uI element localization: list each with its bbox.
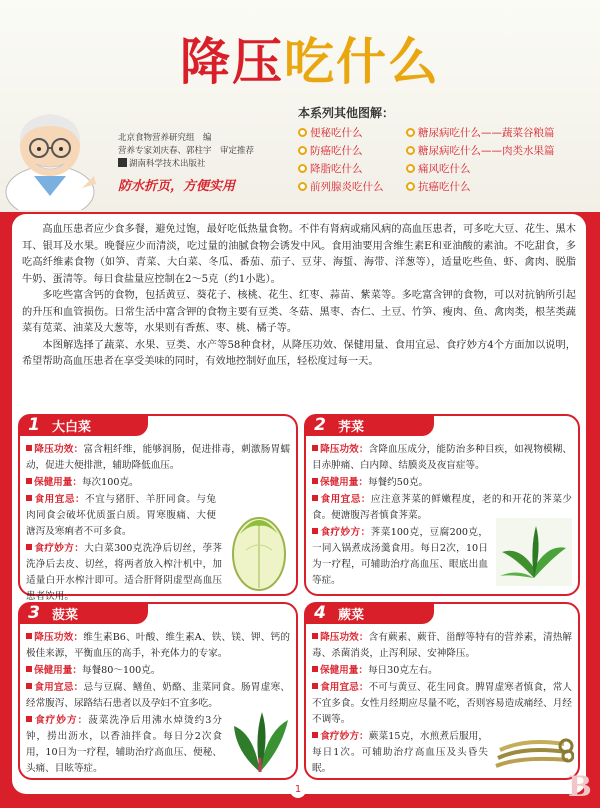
- intro-paragraph: 多吃些富含钙的食物，包括黄豆、葵花子、核桃、花生、红枣、蒜苗、紫菜等。多吃富含钾的食物，可以对抗钠所引起的升压和血管损伤。日常生活中富含钾的食物主要有豆类、冬菇、黑枣、杏仁、土豆、竹笋、瘦肉、鱼、禽肉类，根茎类蔬菜有苋菜、油菜及大葱等，水果则有香蕉、枣、桃、橘子等。: [22, 290, 576, 334]
- book-title: 降压吃什么: [180, 33, 440, 91]
- slogan: 防水折页，方便实用: [118, 179, 236, 194]
- series-item: 防癌吃什么: [298, 143, 406, 158]
- series-item: 痛风吃什么: [406, 161, 596, 176]
- card-section: 降压功效：含有蕨素、蕨苷、甾醇等特有的营养素，清热解毒、杀菌消炎，止泻利尿、安神降压。: [312, 632, 573, 659]
- series-item: 糖尿病吃什么——肉类水果篇: [406, 143, 596, 158]
- card-header: 1 大白菜: [18, 414, 148, 436]
- reviewer-credit: 营养专家刘庆春、郭柱宇 审定推荐: [118, 146, 255, 156]
- content-panel: [12, 214, 586, 794]
- series-item: 糖尿病吃什么——蔬菜谷粮篇: [406, 125, 596, 140]
- intro-paragraph: 本图解选择了蔬菜、水果、豆类、水产等58种食材，从降压功效、保健用量、食用宜忌、食疗妙方4个方面加以说明，希望帮助高血压患者在享受美味的同时，有效地控制好血压，轻松度过每一天。: [22, 339, 576, 367]
- card-section: 食疗妙方：菠菜洗净后用沸水焯烫约3分钟，捞出沥水，以香油拌食。每日分2次食用，10日为一疗程，辅助治疗高血压、便秘、头痛、目眩等症。: [26, 715, 223, 774]
- card-section: 食疗妙方：蕨菜15克，水煎煮后服用，每日1次。可辅助治疗高血压及头昏失眠。: [312, 731, 488, 774]
- series-heading: 本系列其他图解：: [298, 106, 395, 120]
- doctor-mascot-illustration: [4, 92, 96, 210]
- card-section: 保健用量：每餐80～100克。: [26, 663, 290, 679]
- chinese-cabbage-image: [226, 510, 292, 592]
- food-card-chinese-cabbage: [18, 414, 298, 602]
- publisher-logo-icon: [118, 158, 127, 167]
- circle-bullet-icon: [298, 164, 307, 173]
- circle-bullet-icon: [406, 182, 415, 191]
- card-section: 降压功效：富含粗纤维，能够润肠，促进排毒，刺激肠胃蠕动，促进大便排泄，辅助降低血压。: [26, 444, 291, 471]
- intro-paragraph: 高血压患者应少食多餐，避免过饱，最好吃低热量食物。不伴有肾病或痛风病的高血压患者，可多吃大豆、花生、黑木耳、银耳及水果。晚餐应少而清淡，吃过量的油腻食物会诱发中风。食用油要用含维生素E和亚油酸的素油。不吃甜食，多吃高纤维素食物（如笋、青菜、大白菜、冬瓜、番茄、茄子、豆芽、海蜇、海带、洋葱等），适量吃些鱼、虾、禽肉、脱脂牛奶、蛋清等。每日食盐量应控制在2～5克（约1小匙）。: [22, 224, 576, 285]
- circle-bullet-icon: [406, 146, 415, 155]
- shepherds-purse-image: [496, 518, 572, 586]
- editor-credit: 北京食物营养研究组 编: [118, 133, 212, 143]
- card-section: 保健用量：每日30克左右。: [312, 663, 572, 679]
- card-header: 2 荠菜: [304, 414, 434, 436]
- series-list: [298, 104, 598, 194]
- corner-watermark: B: [568, 770, 592, 803]
- card-section: 食用宜忌：不可与黄豆、花生同食。脾胃虚寒者慎食，常人不宜多食。女性月经期应尽量不吃，否则容易造成痛经、月经不调等。: [312, 682, 573, 725]
- food-card-spinach: [18, 602, 298, 780]
- food-card-bracken: [304, 602, 580, 780]
- series-item: 便秘吃什么: [298, 125, 406, 140]
- series-item: 降脂吃什么: [298, 161, 406, 176]
- credits-block: [118, 132, 254, 171]
- publisher-credit: 湖南科学技术出版社: [118, 158, 254, 171]
- card-section: 食用宜忌：忌与豆腐、鳝鱼、奶酪、韭菜同食。肠胃虚寒、经常腹泻、尿路结石患者以及孕妇不宜多吃。: [26, 682, 291, 709]
- card-section: 食疗妙方：大白菜300克洗净后切丝，荸荠洗净后去皮、切丝，将两者放入榨汁机中，加适量白开水榨汁即可。适合肝肾阴虚型高血压患者饮用。: [26, 543, 223, 602]
- card-section: 保健用量：每次100克。: [26, 475, 290, 491]
- page-number: 1: [290, 782, 306, 798]
- card-header: 4 蕨菜: [304, 602, 434, 624]
- circle-bullet-icon: [406, 164, 415, 173]
- circle-bullet-icon: [298, 182, 307, 191]
- series-item: 抗癌吃什么: [406, 179, 596, 194]
- circle-bullet-icon: [298, 128, 307, 137]
- intro-text: [22, 222, 576, 371]
- card-section: 食用宜忌：不宜与猪肝、羊肝同食。与兔肉同食会破坏优质蛋白质。胃寒腹痛、大便溏泻及寒痢者不可多食。: [26, 494, 217, 537]
- series-item: 前列腺炎吃什么: [298, 179, 406, 194]
- bracken-image: [490, 716, 574, 774]
- card-section: 保健用量：每餐约50克。: [312, 475, 572, 491]
- card-header: 3 菠菜: [18, 602, 148, 624]
- circle-bullet-icon: [298, 146, 307, 155]
- cover-header: [0, 0, 600, 215]
- card-section: 食疗妙方：荠菜100克，豆腐200克，一同入锅煮成汤羹食用。每日2次，10日为一疗程，可辅助治疗高血压、眼底出血等症。: [312, 527, 489, 586]
- card-section: 降压功效：维生素B6、叶酸、维生素A、铁、镁、钾、钙的极佳来源，平衡血压的高手，补充体力的专家。: [26, 632, 290, 659]
- card-section: 降压功效：含降血压成分，能防治多种目疾，如视物模糊、目赤肿痛、白内障、结膜炎及夜盲症等。: [312, 444, 573, 471]
- circle-bullet-icon: [406, 128, 415, 137]
- card-section: 食用宜忌：应注意荠菜的鲜嫩程度，老的和开花的荠菜少食。便溏腹泻者慎食荠菜。: [312, 494, 573, 521]
- food-card-shepherds-purse: [304, 414, 580, 596]
- spinach-image: [226, 708, 294, 774]
